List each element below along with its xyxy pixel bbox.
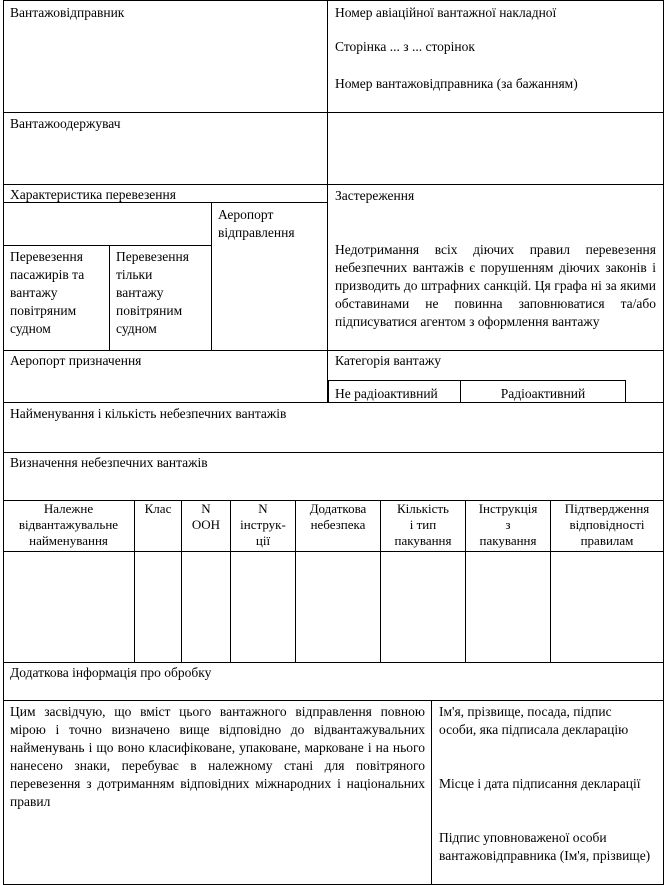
warning-text: Недотримання всіх діючих правил перевезення небезпечних вантажів є порушенням діючих законів і призводить до штрафних санкцій. Ця графа ні за якими обставинами не повинна заповнюватися та/або підписуватися агентом з оформлення вантажу [335, 242, 656, 329]
transport-title: Характеристика перевезення [10, 187, 176, 202]
destination-airport-label: Аеропорт призначення [10, 353, 142, 368]
header-shipping-name: Належне відвантажувальне найменування [18, 501, 119, 548]
dg-name-qty-label: Найменування і кількість небезпечних вантажів [10, 406, 287, 421]
signatory-label: Ім'я, прізвище, посада, підпис особи, яка підписала декларацію [439, 704, 629, 737]
rule-8 [3, 700, 664, 701]
header-un-number: N ООН [191, 501, 221, 532]
col-packing-instruction [465, 500, 550, 662]
col-class [134, 500, 181, 662]
rule-3 [3, 350, 664, 351]
col-instruction-number [230, 500, 295, 662]
awb-page-label: Сторінка ... з ... сторінок [335, 39, 475, 54]
declaration-text: Цим засвідчую, що вміст цього вантажного відправлення повною мірою і точно визначено вище відповідно до відвантажувальних найменувань і що воно класифіковане, упаковане, марковане і на нього нанесено знаки, перебуває в належному стані для повітряного перевезення з дотриманням відповідних міжнародних і національних правил [10, 704, 425, 809]
col-shipping-name [3, 500, 134, 662]
declaration-divider [431, 700, 432, 885]
place-date-label: Місце і дата підписання декларації [439, 776, 641, 791]
departure-divider [211, 202, 212, 350]
divider-top [327, 0, 328, 402]
radioactive-label: Радіоактивний [500, 386, 586, 401]
rule-7 [3, 662, 664, 663]
transport-title-rule [3, 202, 327, 203]
cargo-only-label: Перевезення тільки вантажу повітряним судном [116, 249, 189, 336]
header-quantity-packing: Кількість і тип пакування [394, 501, 452, 548]
col-compliance [550, 500, 663, 662]
cargo-category-label: Категорія вантажу [335, 353, 441, 368]
dg-identification-label: Визначення небезпечних вантажів [10, 455, 208, 470]
header-instruction-number: N інструк- ції [240, 501, 286, 548]
departure-airport-label: Аеропорт відправлення [218, 207, 295, 240]
rule-5 [3, 452, 664, 453]
transport-sub-divider [109, 245, 110, 350]
header-compliance: Підтвердження відповідності правилам [564, 501, 650, 548]
awb-ref-label: Номер вантажовідправника (за бажанням) [335, 76, 578, 91]
transport-sub-rule [3, 245, 211, 246]
header-class: Клас [144, 501, 172, 516]
header-packing-instruction: Інструкція з пакування [478, 501, 538, 548]
warning-title: Застереження [335, 188, 415, 203]
col-un-number [181, 500, 230, 662]
authorized-signature-label: Підпис уповноваженої особи вантажовідправника (Ім'я, прізвище) [439, 830, 651, 863]
header-subsidiary-risk: Додаткова небезпека [309, 501, 367, 532]
col-quantity-packing [380, 500, 465, 662]
consignee-label: Вантажоодержувач [10, 116, 121, 131]
rule-2 [3, 184, 664, 185]
awb-number-label: Номер авіаційної вантажної накладної [335, 5, 557, 20]
dg-table [3, 500, 663, 662]
shipper-label: Вантажовідправник [10, 5, 125, 20]
col-subsidiary-risk [295, 500, 380, 662]
handling-info-label: Додаткова інформація про обробку [10, 665, 212, 680]
non-radioactive-label: Не радіоактивний [335, 386, 438, 401]
rule-1 [3, 112, 664, 113]
passenger-cargo-label: Перевезення пасажирів та вантажу повітряним судном [10, 249, 85, 336]
